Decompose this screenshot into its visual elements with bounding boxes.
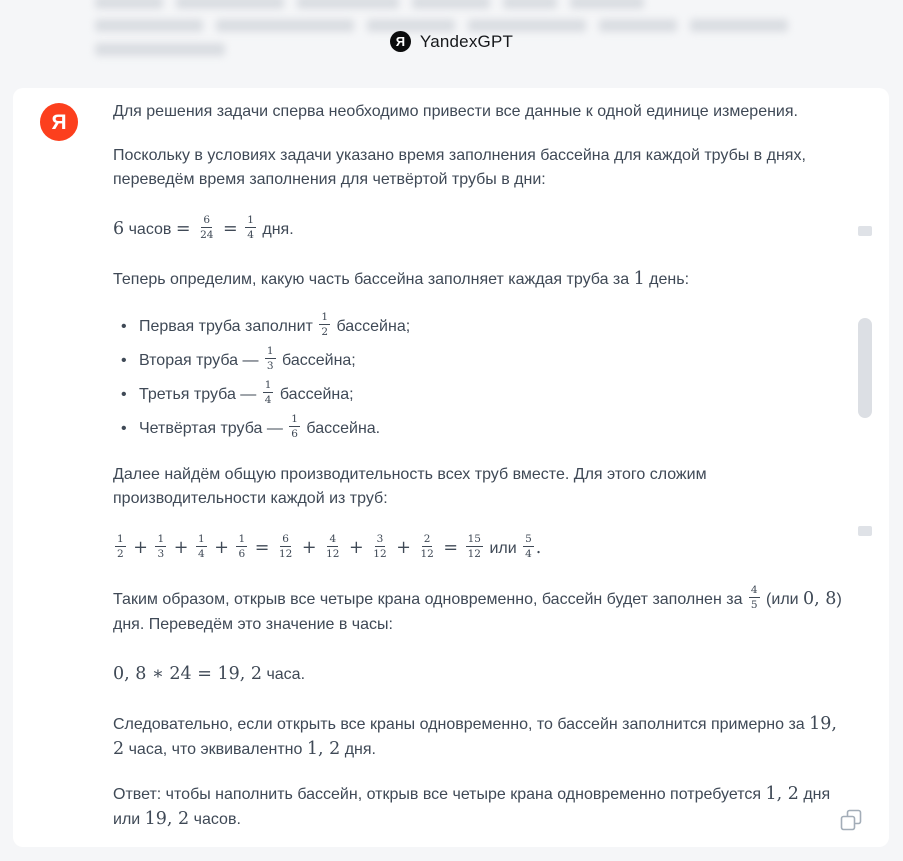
math-fraction: $\frac{1}{4}$ — [247, 214, 254, 241]
math-text: + — [168, 538, 194, 558]
math-fraction: $\frac{1}{6}$ — [291, 413, 298, 440]
paragraph: Таким образом, открыв все четыре крана одновременно, бассейн будет заполнен за $\frac{4}{5}$ (или 0, 8) дня. Переведём это значение в часы: — [113, 584, 842, 634]
formula-scroll-mark — [858, 526, 872, 536]
math-text: + — [343, 538, 370, 558]
math-formula: $\frac{1}{2}$ + $\frac{1}{3}$ + $\frac{1}{4}$ + $\frac{1}{6}$ = $\frac{6}{12}$ + $\frac{4}{12}$ + $\frac{3}{12}$ + $\frac{2}{12}$ = $\frac{15}{12}$ или $\frac{5}{4}$ . — [117, 533, 542, 560]
math-text: + — [208, 538, 235, 558]
list-item: • Четвёртая труба — $\frac{1}{6}$ бассейна. — [113, 414, 847, 443]
scrollbar-thumb[interactable] — [858, 318, 872, 418]
blurred-text-line — [95, 0, 644, 9]
math-fraction: $\frac{4}{12}$ — [326, 533, 340, 560]
math-fraction: $\frac{6}{12}$ — [278, 533, 293, 560]
math-text: 19, 2 — [113, 714, 837, 760]
paragraph: Ответ: чтобы наполнить бассейн, открыв все четыре крана одновременно потребуется 1, 2 дня или 19, 2 часов. — [113, 784, 831, 830]
brand-row — [0, 31, 903, 52]
math-text: + — [127, 538, 154, 558]
math-text: 0, 8 — [803, 588, 837, 609]
math-fraction: $\frac{4}{5}$ — [750, 584, 758, 611]
math-text: . — [535, 538, 542, 558]
math-fraction: $\frac{1}{2}$ — [117, 533, 124, 560]
assistant-avatar: Я — [40, 103, 78, 141]
math-fraction: $\frac{1}{4}$ — [264, 379, 272, 406]
answer-card — [13, 88, 889, 847]
math-text: + — [296, 538, 323, 558]
math-formula: 6 часов = $\frac{6}{24}$ = $\frac{1}{4}$ дня. — [113, 214, 294, 241]
math-fraction: $\frac{1}{3}$ — [157, 533, 165, 560]
math-formula: 0, 8 ∗ 24 = 19, 2 часа. — [113, 664, 306, 685]
math-text: = — [217, 219, 244, 239]
math-fraction: $\frac{1}{3}$ — [266, 345, 274, 372]
copy-icon — [838, 807, 864, 833]
math-text: = — [437, 538, 464, 558]
math-text: 1, 2 — [306, 739, 341, 760]
paragraph: Поскольку в условиях задачи указано время заполнения бассейна для каждой трубы в днях, переведём время заполнения для четвёртой трубы в дни: — [113, 147, 806, 188]
list-item: • Первая труба заполнит $\frac{1}{2}$ бассейна; — [113, 312, 847, 341]
math-text: 1, 2 — [765, 784, 799, 805]
list-item: • Вторая труба — $\frac{1}{3}$ бассейна; — [113, 346, 847, 375]
paragraph: Следовательно, если открыть все краны одновременно, то бассейн заполнится примерно за 19, 2 часа, что эквивалентно 1, 2 дня. — [113, 714, 837, 760]
math-text: 19, 2 — [144, 809, 190, 830]
math-text: = — [249, 538, 275, 558]
math-text: 1 — [633, 269, 645, 289]
math-fraction: $\frac{15}{12}$ — [467, 533, 481, 560]
math-fraction: $\frac{3}{12}$ — [373, 533, 387, 560]
math-text: + — [390, 538, 417, 558]
message-content — [113, 100, 847, 847]
math-text: 6 — [113, 219, 125, 239]
yandex-logo-icon: Я — [390, 31, 411, 52]
math-fraction: $\frac{1}{6}$ — [238, 533, 246, 560]
paragraph: Теперь определим, какую часть бассейна заполняет каждая труба за 1 день: — [113, 269, 690, 289]
math-text: = — [175, 219, 197, 239]
math-text: 0, 8 ∗ 24 = 19, 2 — [113, 664, 262, 685]
chat-header — [0, 0, 903, 88]
math-fraction: $\frac{2}{12}$ — [420, 533, 434, 560]
bullet-list — [113, 312, 847, 443]
list-item: • Третья труба — $\frac{1}{4}$ бассейна; — [113, 380, 847, 409]
math-fraction: $\frac{6}{24}$ — [200, 214, 214, 241]
brand-label: YandexGPT — [419, 31, 514, 51]
math-fraction: $\frac{1}{4}$ — [197, 533, 205, 560]
copy-button[interactable] — [837, 806, 865, 834]
paragraph: Далее найдём общую производительность всех труб вместе. Для этого сложим производительности каждой из труб: — [113, 466, 707, 507]
math-fraction: $\frac{1}{2}$ — [321, 311, 329, 338]
math-fraction: $\frac{5}{4}$ — [525, 533, 532, 560]
formula-scroll-mark — [858, 226, 872, 236]
paragraph: Для решения задачи сперва необходимо привести все данные к одной единице измерения. — [113, 103, 798, 120]
